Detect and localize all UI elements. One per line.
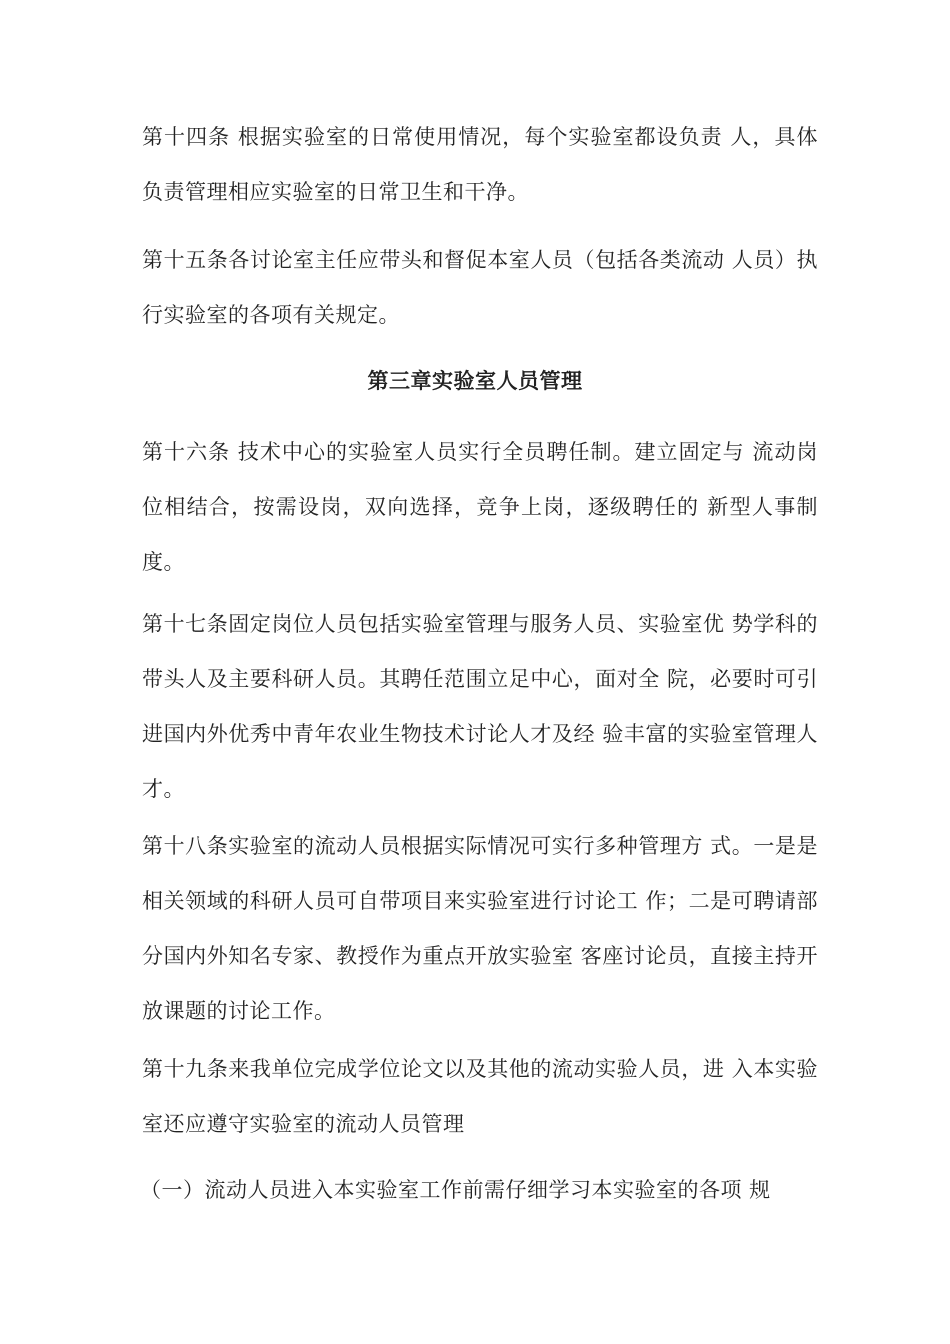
chapter-heading: 第三章实验室人员管理 bbox=[367, 368, 583, 393]
article-18-paragraph: 第十八条实验室的流动人员根据实际情况可实行多种管理方 式。一是是相关领域的科研人员可自带项目来实验室进行讨论工 作；二是可聘请部分国内外知名专家、教授作为重点开放实验室 客座讨论员，直接主持开放课题的讨论工作。 bbox=[142, 834, 818, 1023]
article-15-paragraph: 第十五条各讨论室主任应带头和督促本室人员（包括各类流动 人员）执行实验室的各项有关规定。 bbox=[142, 248, 818, 327]
list-item-paragraph: （一）流动人员进入本实验室工作前需仔细学习本实验室的各项 规 bbox=[140, 1178, 771, 1202]
article-17-paragraph: 第十七条固定岗位人员包括实验室管理与服务人员、实验室优 势学科的带头人及主要科研人员。其聘任范围立足中心，面对全 院，必要时可引进国内外优秀中青年农业生物技术讨论人才及经 验丰富的实验室管理人才。 bbox=[142, 612, 818, 801]
article-16-paragraph: 第十六条 技术中心的实验室人员实行全员聘任制。建立固定与 流动岗位相结合，按需设岗，双向选择，竞争上岗，逐级聘任的 新型人事制度。 bbox=[142, 440, 818, 574]
article-19-paragraph: 第十九条来我单位完成学位论文以及其他的流动实验人员，进 入本实验室还应遵守实验室的流动人员管理 bbox=[142, 1057, 818, 1136]
article-14-paragraph: 第十四条 根据实验室的日常使用情况，每个实验室都设负责 人，具体负责管理相应实验室的日常卫生和干净。 bbox=[142, 125, 818, 204]
